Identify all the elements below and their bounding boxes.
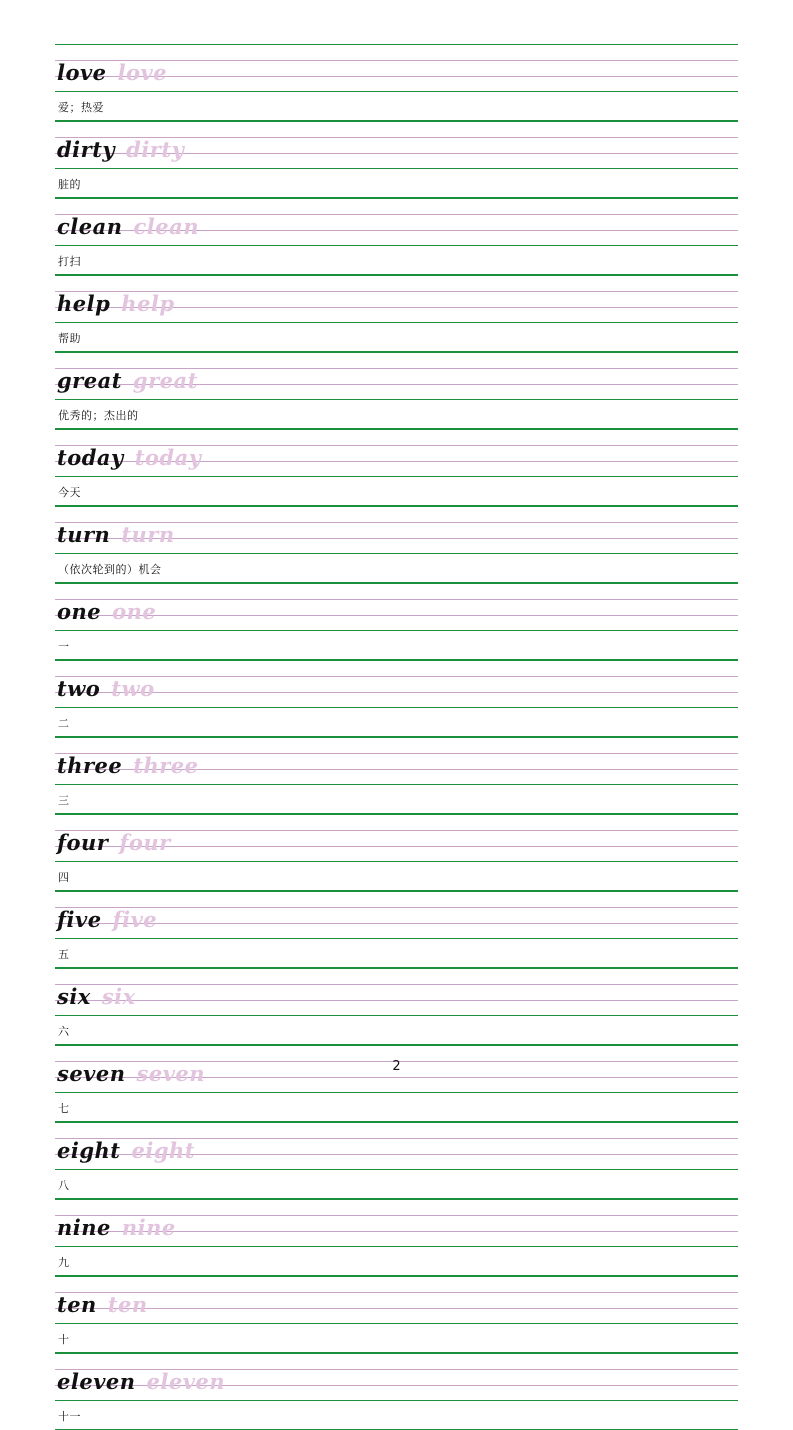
translation-row [55, 246, 738, 275]
vocabulary-entry [55, 1122, 738, 1199]
handwriting-staff [55, 198, 738, 246]
translation-text: 八 [58, 1179, 70, 1192]
word-pair [57, 46, 167, 92]
translation-text: 脏的 [58, 178, 81, 191]
translation-text: 七 [58, 1102, 70, 1115]
translation-text: 五 [58, 948, 70, 961]
handwriting-staff [55, 1122, 738, 1170]
vocabulary-entry [55, 1045, 738, 1122]
translation-text: 今天 [58, 486, 81, 499]
handwriting-staff [55, 737, 738, 785]
vocabulary-word: three [57, 752, 123, 778]
tracing-word: love [117, 59, 168, 85]
staff-rule [55, 599, 738, 600]
vocabulary-entry [55, 891, 738, 968]
handwriting-staff [55, 275, 738, 323]
handwriting-staff [55, 583, 738, 631]
translation-text: 六 [58, 1025, 70, 1038]
vocabulary-entry [55, 737, 738, 814]
staff-rule [55, 968, 738, 969]
vocabulary-word: today [57, 444, 124, 470]
vocabulary-word: two [57, 675, 101, 701]
tracing-word: six [101, 983, 136, 1009]
vocabulary-entry [55, 352, 738, 429]
translation-row [55, 862, 738, 891]
vocabulary-word: seven [57, 1060, 126, 1086]
tracing-word: one [112, 598, 157, 624]
word-pair [57, 893, 157, 939]
vocabulary-entry [55, 660, 738, 737]
translation-row [55, 785, 738, 814]
tracing-word: dirty [126, 136, 185, 162]
translation-row [55, 1016, 738, 1045]
tracing-word: great [132, 367, 198, 393]
handwriting-staff [55, 1353, 738, 1401]
vocabulary-word: five [57, 906, 102, 932]
vocabulary-entry [55, 583, 738, 660]
translation-text: （依次轮到的）机会 [58, 563, 162, 576]
staff-rule [55, 121, 738, 122]
translation-text: 优秀的；杰出的 [58, 409, 139, 422]
vocabulary-word: turn [57, 521, 111, 547]
handwriting-staff [55, 506, 738, 554]
staff-rule [55, 429, 738, 430]
handwriting-staff [55, 814, 738, 862]
translation-row [55, 477, 738, 506]
translation-text: 爱；热爱 [58, 101, 104, 114]
translation-row [55, 939, 738, 968]
handwriting-staff [55, 429, 738, 477]
staff-rule [55, 676, 738, 677]
translation-row [55, 1247, 738, 1276]
translation-text: 打扫 [58, 255, 81, 268]
translation-row [55, 1170, 738, 1199]
staff-rule [55, 615, 738, 616]
tracing-word: two [111, 675, 155, 701]
translation-text: 帮助 [58, 332, 81, 345]
handwriting-staff [55, 1276, 738, 1324]
translation-row [55, 323, 738, 352]
translation-text: 二 [58, 717, 70, 730]
handwriting-staff [55, 352, 738, 400]
translation-row [55, 1401, 738, 1430]
vocabulary-word: four [57, 829, 109, 855]
handwriting-sheet [55, 44, 738, 1430]
staff-rule [55, 1000, 738, 1001]
staff-rule [55, 891, 738, 892]
translation-row [55, 1093, 738, 1122]
tracing-word: three [133, 752, 199, 778]
page-number: 2 [392, 1059, 401, 1074]
staff-rule [55, 506, 738, 507]
word-pair [57, 277, 175, 323]
word-pair [57, 662, 155, 708]
vocabulary-word: help [57, 290, 111, 316]
vocabulary-word: nine [57, 1214, 111, 1240]
staff-rule [55, 1045, 738, 1046]
staff-rule [55, 1292, 738, 1293]
translation-row [55, 400, 738, 429]
staff-rule [55, 198, 738, 199]
vocabulary-entry [55, 198, 738, 275]
translation-row [55, 1324, 738, 1353]
word-pair [57, 200, 199, 246]
vocabulary-entry [55, 814, 738, 891]
vocabulary-word: eleven [57, 1368, 136, 1394]
translation-text: 四 [58, 871, 70, 884]
vocabulary-entry [55, 1276, 738, 1353]
word-pair [57, 508, 175, 554]
word-pair [57, 431, 201, 477]
word-pair [57, 739, 199, 785]
vocabulary-word: love [57, 59, 107, 85]
staff-rule [55, 275, 738, 276]
tracing-word: ten [107, 1291, 148, 1317]
translation-text: 三 [58, 794, 70, 807]
staff-rule [55, 737, 738, 738]
handwriting-staff [55, 968, 738, 1016]
vocabulary-entry [55, 275, 738, 352]
word-pair [57, 1124, 195, 1170]
translation-text: 十 [58, 1333, 70, 1346]
handwriting-staff [55, 1199, 738, 1247]
word-pair [57, 1355, 225, 1401]
tracing-word: eleven [146, 1368, 226, 1394]
tracing-word: four [119, 829, 171, 855]
tracing-word: five [112, 906, 158, 932]
staff-rule [55, 984, 738, 985]
translation-text: 十一 [58, 1410, 81, 1423]
vocabulary-entry [55, 121, 738, 198]
tracing-word: today [134, 444, 202, 470]
vocabulary-entry [55, 506, 738, 583]
staff-rule [55, 692, 738, 693]
vocabulary-word: clean [57, 213, 123, 239]
vocabulary-entry [55, 1353, 738, 1430]
vocabulary-word: one [57, 598, 102, 624]
handwriting-staff [55, 891, 738, 939]
staff-rule [55, 352, 738, 353]
tracing-word: nine [121, 1214, 176, 1240]
staff-rule [55, 583, 738, 584]
handwriting-staff [55, 660, 738, 708]
word-pair [57, 1201, 176, 1247]
vocabulary-word: ten [57, 1291, 97, 1317]
tracing-word: eight [131, 1137, 195, 1163]
vocabulary-entry [55, 44, 738, 121]
vocabulary-word: eight [57, 1137, 121, 1163]
word-pair [57, 1278, 148, 1324]
staff-rule [55, 814, 738, 815]
handwriting-staff [55, 44, 738, 92]
translation-text: 一 [58, 640, 70, 653]
word-pair [57, 354, 198, 400]
tracing-word: turn [121, 521, 175, 547]
staff-rule [55, 923, 738, 924]
tracing-word: help [121, 290, 175, 316]
translation-row [55, 92, 738, 121]
tracing-word: clean [133, 213, 199, 239]
vocabulary-word: great [57, 367, 122, 393]
translation-row [55, 554, 738, 583]
vocabulary-word: six [57, 983, 91, 1009]
vocabulary-entry [55, 968, 738, 1045]
vocabulary-entry [55, 429, 738, 506]
word-pair [57, 123, 184, 169]
tracing-word: seven [136, 1060, 206, 1086]
staff-rule [55, 660, 738, 661]
word-pair [57, 585, 156, 631]
word-pair [57, 816, 171, 862]
staff-rule [55, 1276, 738, 1277]
staff-rule [55, 1122, 738, 1123]
staff-rule [55, 44, 738, 45]
word-pair [57, 970, 136, 1016]
translation-row [55, 631, 738, 660]
translation-text: 九 [58, 1256, 70, 1269]
staff-rule [55, 1353, 738, 1354]
staff-rule [55, 1308, 738, 1309]
translation-row [55, 708, 738, 737]
vocabulary-word: dirty [57, 136, 116, 162]
staff-rule [55, 1199, 738, 1200]
staff-rule [55, 907, 738, 908]
vocabulary-entry [55, 1199, 738, 1276]
handwriting-staff [55, 121, 738, 169]
translation-row [55, 169, 738, 198]
